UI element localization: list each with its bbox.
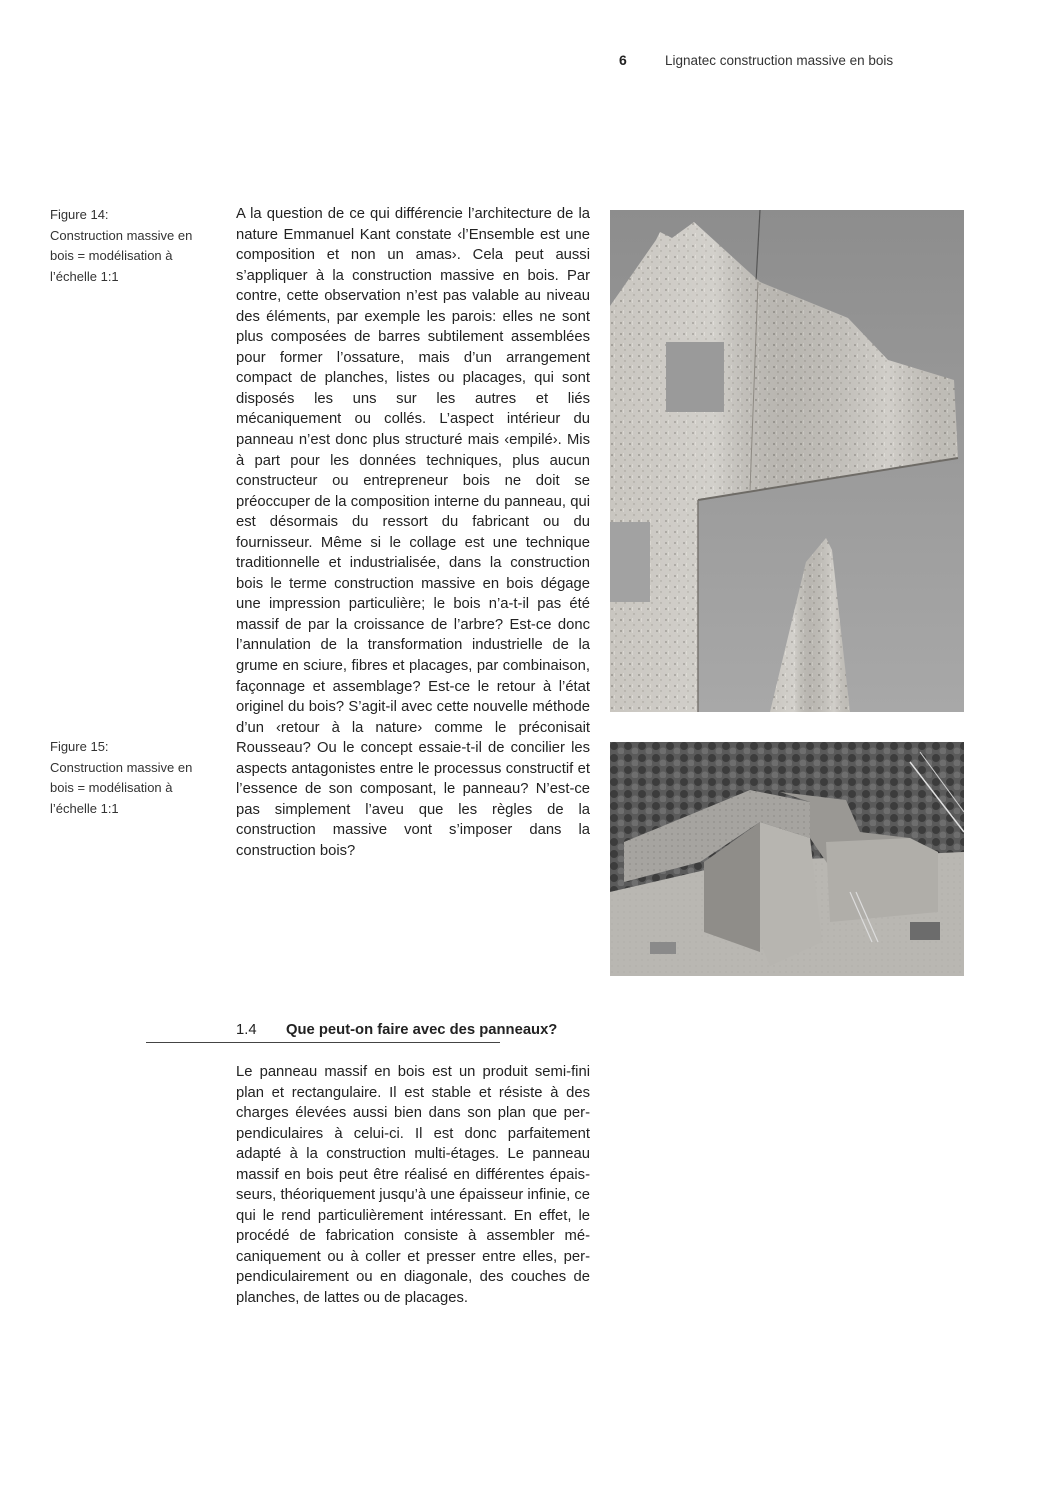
figure-14-caption-line: bois = modélisation à <box>50 248 173 263</box>
figure-14-caption-line: Construction massive en <box>50 227 193 243</box>
section-paragraph: Le panneau massif en bois est un produit semi-fini plan et rectangulaire. Il est stable et résiste à des charges élevées aussi bien dans son plan que perpendiculaires à celui-ci. Il est donc parfaitement adapté à la construction multi-étages. Le panneau massif en bois peut être réalisé en différentes épaisseurs, théoriquement jusqu’à une épaisseur infinie, ce qui le rend particulièrement intéressant. En effet, le procédé de fabrication consiste à assembler mécaniquement ou à coller et presser entre elles, perpendiculairement ou en diagonale, des couches de planches, de lattes ou de placages. <box>236 1064 590 1307</box>
section-number: 1.4 <box>236 1022 257 1038</box>
figure-15-photo <box>610 742 964 976</box>
figure-15-caption-line: bois = modélisation à <box>50 780 173 795</box>
main-paragraph: A la question de ce qui différencie l’architecture de la nature Emmanuel Kant constate ‹l’Ensemble est une composition et non un amas›. Cela peut aussi s’appliquer à la construction massive en bois. Par contre, cette observation n’est pas valable au niveau des éléments, par exemple les parois: elles ne sont plus composées de barres subtilement assemblées pour former l’ossature, mais d’un arrangement compact de planches, listes ou placages, qui sont disposés les uns sur les autres et liés mécaniquement ou collés. L’aspect intérieur du panneau n’est donc plus structuré mais ‹empilé›. Mis à part pour les données techniques, plus aucun constructeur ou entrepreneur bois ne doit se préoccuper de la composition interne du panneau, qui est désormais du ressort du fabricant ou du fournisseur. Même si le collage est une technique traditionnelle et industrialisée, dans la construction bois le terme construction massive en bois dégage une impression particulière; le bois n’a-t-il pas été massif de par la croissance de l’arbre? Est-ce donc l’annulation de la transformation industrielle de la grume en sciure, fibres et placages, par combinaison, façonnage et assemblage? Est-ce le retour à l’état originel du bois? S’agit-il avec cette nouvelle méthode d’un ‹retour à la nature› comme le préconisait Rousseau? Ou le concept essaie-t-il de concilier les aspects antagonistes entre le processus constructif et l’essence de son composant, le panneau? N’est-ce pas simplement l’aveu que les règles de la construction massive vont s’imposer dans la construction bois? <box>236 206 590 859</box>
section-rule <box>146 1042 500 1043</box>
figure-14-label: Figure 14: <box>50 207 109 222</box>
figure-14-photo <box>610 210 964 712</box>
figure-15-label: Figure 15: <box>50 739 109 754</box>
page-number: 6 <box>619 52 627 68</box>
figure-15-caption-line: l’échelle 1:1 <box>50 800 119 816</box>
figure-14-caption-line: l’échelle 1:1 <box>50 268 119 284</box>
running-title: Lignatec construction massive en bois <box>665 53 894 68</box>
section-heading <box>236 1022 557 1038</box>
figure-14-caption <box>50 205 210 287</box>
section-title: Que peut-on faire avec des panneaux? <box>286 1022 558 1038</box>
figure-15-caption-line: Construction massive en <box>50 759 193 775</box>
figure-15-caption <box>50 737 210 819</box>
